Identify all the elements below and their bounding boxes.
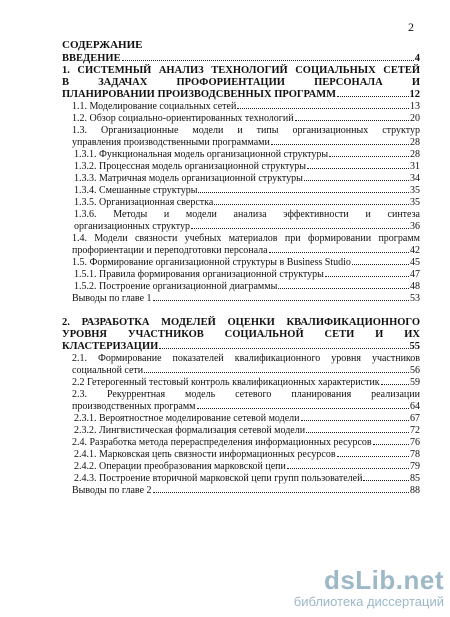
toc-entry-text: 2.1. Формирование показателей квалификационного уровня участников bbox=[72, 353, 420, 364]
toc-page-number: 55 bbox=[409, 341, 420, 352]
toc-entry-text: 1.5.2. Построение организационной диаграммы bbox=[74, 281, 278, 292]
toc-page-number: 36 bbox=[410, 221, 420, 232]
toc-entry-text: 1.4. Модели связности учебных материалов при формировании программ bbox=[72, 233, 420, 244]
toc-page-number: 47 bbox=[410, 269, 420, 280]
toc-page-number: 20 bbox=[410, 113, 420, 124]
toc-page-number: 85 bbox=[410, 473, 420, 484]
toc-entry-text: 2.3.1. Вероятностное моделирование сетевой модели bbox=[74, 413, 300, 424]
toc-entry-text: 2.4. Разработка метода перераспределения информационных ресурсов bbox=[72, 437, 372, 448]
toc-leader-dots bbox=[191, 227, 409, 229]
toc-leader-dots bbox=[269, 251, 409, 253]
toc-entry-text: УРОВНЯ УЧАСТНИКОВ СОЦИАЛЬНОЙ СЕТИ И ИХ bbox=[62, 329, 420, 340]
toc-entry[interactable] bbox=[62, 437, 420, 449]
toc-entry[interactable] bbox=[62, 101, 420, 113]
toc-entry[interactable] bbox=[62, 425, 420, 437]
toc-entry[interactable] bbox=[62, 53, 420, 65]
toc-entry[interactable] bbox=[62, 149, 420, 161]
toc-page-number: 31 bbox=[410, 161, 420, 172]
page-number: 2 bbox=[408, 20, 414, 34]
toc-leader-dots bbox=[329, 155, 409, 157]
toc-entries bbox=[62, 53, 420, 497]
toc-entry-text: 1. СИСТЕМНЫЙ АНАЛИЗ ТЕХНОЛОГИЙ СОЦИАЛЬНЫХ СЕТЕЙ bbox=[62, 65, 420, 76]
toc-leader-dots bbox=[287, 467, 409, 469]
toc-page-number: 59 bbox=[410, 377, 420, 388]
watermark-logo: dsLib.net bbox=[323, 565, 444, 595]
toc-page-number: 34 bbox=[410, 173, 420, 184]
toc-entry-text: 1.3.1. Функциональная модель организационной структуры bbox=[74, 149, 329, 160]
toc-entry[interactable] bbox=[62, 317, 420, 353]
toc-page-number: 64 bbox=[410, 401, 420, 412]
toc-leader-dots bbox=[122, 59, 414, 61]
toc-page-number: 53 bbox=[410, 293, 420, 304]
toc-entry-text: социальной сети bbox=[72, 365, 144, 376]
table-of-contents bbox=[62, 38, 420, 497]
toc-leader-dots bbox=[198, 191, 409, 193]
toc-page-number: 78 bbox=[410, 449, 420, 460]
toc-entry-text: ВВЕДЕНИЕ bbox=[62, 53, 121, 64]
toc-page-number: 12 bbox=[409, 89, 420, 100]
toc-entry-text: 2.3. Рекуррентная модель сетевого планирования реализации bbox=[72, 389, 420, 400]
toc-page-number: 35 bbox=[410, 197, 420, 208]
toc-leader-dots bbox=[214, 203, 409, 205]
toc-page-number: 4 bbox=[414, 53, 420, 64]
toc-entry[interactable] bbox=[62, 449, 420, 461]
toc-entry-text: 1.5.1. Правила формирования организационной структуры bbox=[74, 269, 324, 280]
toc-entry[interactable] bbox=[62, 281, 420, 293]
toc-leader-dots bbox=[237, 107, 409, 109]
toc-leader-dots bbox=[352, 263, 409, 265]
toc-entry[interactable] bbox=[62, 485, 420, 497]
toc-entry[interactable] bbox=[62, 461, 420, 473]
toc-entry[interactable] bbox=[62, 173, 420, 185]
toc-entry-text: В ЗАДАЧАХ ПРОФОРИЕНТАЦИИ ПЕРСОНАЛА И bbox=[62, 77, 420, 88]
toc-page-number: 88 bbox=[410, 485, 420, 496]
toc-page-number: 35 bbox=[410, 185, 420, 196]
toc-page-number: 48 bbox=[410, 281, 420, 292]
toc-entry[interactable] bbox=[62, 473, 420, 485]
toc-entry-text: 1.2. Обзор социально-ориентированных технологий bbox=[72, 113, 294, 124]
toc-entry-text: профориентации и переподготовки персонала bbox=[72, 245, 268, 256]
toc-leader-dots bbox=[197, 407, 410, 409]
toc-entry-text: 1.3.5. Организационная сверстка bbox=[74, 197, 214, 208]
toc-entry-text: 2. РАЗРАБОТКА МОДЕЛЕЙ ОЦЕНКИ КВАЛИФИКАЦИОННОГО bbox=[62, 317, 420, 328]
toc-gap bbox=[62, 305, 420, 317]
toc-entry-text: 1.3.3. Матричная модель организационной структуры bbox=[74, 173, 303, 184]
toc-entry-text: 1.3.4. Смешанные структуры bbox=[74, 185, 198, 196]
toc-entry[interactable] bbox=[62, 197, 420, 209]
watermark-subtitle: библиотека диссертаций bbox=[293, 594, 444, 609]
toc-page-number: 76 bbox=[410, 437, 420, 448]
toc-page-number: 56 bbox=[410, 365, 420, 376]
toc-leader-dots bbox=[304, 179, 409, 181]
toc-entry-text: 2.4.1. Марковская цепь связности информационных ресурсов bbox=[74, 449, 336, 460]
toc-entry-text: 2.4.3. Построение вторичной марковской цепи групп пользователей bbox=[74, 473, 363, 484]
toc-entry-text: 1.5. Формирование организационной структуры в Business Studio bbox=[72, 257, 351, 268]
toc-entry-text: ПЛАНИРОВАНИИ ПРОИЗВОДСВЕННЫХ ПРОГРАММ bbox=[62, 89, 337, 100]
toc-leader-dots bbox=[363, 479, 409, 481]
toc-entry[interactable] bbox=[62, 269, 420, 281]
watermark bbox=[294, 565, 444, 609]
toc-leader-dots bbox=[153, 299, 409, 301]
toc-leader-dots bbox=[144, 371, 409, 373]
toc-leader-dots bbox=[301, 419, 409, 421]
toc-leader-dots bbox=[153, 491, 409, 493]
toc-title: СОДЕРЖАНИЕ bbox=[62, 39, 143, 51]
toc-page-number: 28 bbox=[410, 149, 420, 160]
toc-page-number: 28 bbox=[410, 137, 420, 148]
toc-entry-text: 1.3. Организационные модели и типы организационных структур bbox=[72, 125, 420, 136]
toc-entry[interactable] bbox=[62, 293, 420, 305]
toc-entry-text: производственных программ bbox=[72, 401, 196, 412]
toc-entry-text: Выводы по главе 2 bbox=[72, 485, 152, 496]
toc-entry[interactable] bbox=[62, 413, 420, 425]
toc-entry-text: 1.1. Моделирование социальных сетей bbox=[72, 101, 237, 112]
toc-leader-dots bbox=[381, 383, 409, 385]
toc-leader-dots bbox=[271, 143, 409, 145]
toc-leader-dots bbox=[337, 455, 409, 457]
toc-entry-text: 1.3.6. Методы и модели анализа эффективности и синтеза bbox=[74, 209, 420, 220]
toc-entry[interactable] bbox=[62, 257, 420, 269]
toc-entry-text: 2.3.2. Лингвистическая формализация сетевой модели bbox=[74, 425, 306, 436]
toc-entry[interactable] bbox=[62, 113, 420, 125]
toc-entry[interactable] bbox=[62, 353, 420, 377]
toc-leader-dots bbox=[295, 119, 409, 121]
toc-entry[interactable] bbox=[62, 389, 420, 413]
toc-entry-text: организационных структур bbox=[74, 221, 191, 232]
toc-page-number: 13 bbox=[410, 101, 420, 112]
toc-page-number: 67 bbox=[410, 413, 420, 424]
toc-entry-text: КЛАСТЕРИЗАЦИИ bbox=[62, 341, 159, 352]
toc-page-number: 79 bbox=[410, 461, 420, 472]
toc-leader-dots bbox=[337, 95, 408, 97]
toc-entry[interactable] bbox=[62, 65, 420, 101]
toc-entry-text: 2.4.2. Операции преобразования марковской цепи bbox=[74, 461, 286, 472]
toc-entry[interactable] bbox=[62, 233, 420, 257]
toc-entry[interactable] bbox=[62, 185, 420, 197]
toc-entry-text: 2.2 Гетерогенный тестовый контроль квалификационных характеристик bbox=[72, 377, 380, 388]
toc-leader-dots bbox=[307, 167, 409, 169]
toc-leader-dots bbox=[278, 287, 409, 289]
toc-leader-dots bbox=[306, 431, 409, 433]
toc-entry-text: Выводы по главе 1 bbox=[72, 293, 152, 304]
toc-page-number: 72 bbox=[410, 425, 420, 436]
toc-entry[interactable] bbox=[62, 377, 420, 389]
toc-leader-dots bbox=[159, 347, 408, 349]
toc-leader-dots bbox=[325, 275, 409, 277]
toc-page-number: 45 bbox=[410, 257, 420, 268]
toc-entry[interactable] bbox=[62, 125, 420, 149]
toc-leader-dots bbox=[373, 443, 409, 445]
toc-entry-text: 1.3.2. Процессная модель организационной структуры bbox=[74, 161, 307, 172]
toc-entry[interactable] bbox=[62, 161, 420, 173]
toc-page-number: 42 bbox=[410, 245, 420, 256]
toc-entry[interactable] bbox=[62, 209, 420, 233]
toc-entry-text: управления производственными программами bbox=[72, 137, 270, 148]
